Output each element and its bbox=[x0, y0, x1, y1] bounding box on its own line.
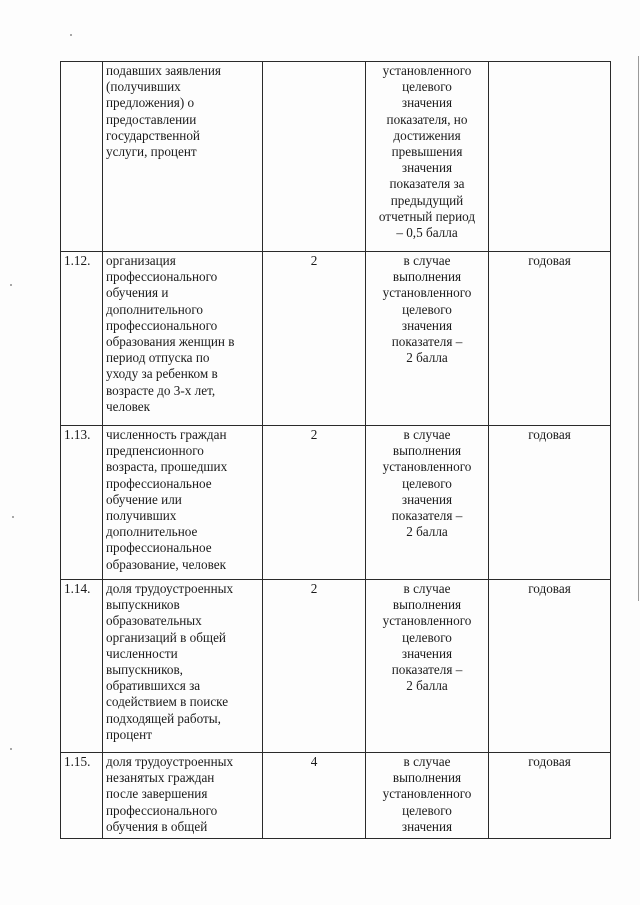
row-number: 1.13. bbox=[61, 426, 103, 580]
condition-line: в случае bbox=[403, 581, 451, 596]
indicator-line: процент bbox=[106, 726, 152, 742]
points-value: 2 bbox=[263, 252, 366, 426]
condition-line: 2 балла bbox=[406, 678, 448, 694]
indicator-line: получивших bbox=[106, 508, 177, 524]
condition-line: показателя – bbox=[391, 508, 463, 524]
indicator-line: незанятых граждан bbox=[106, 770, 215, 786]
row-number: 1.14. bbox=[61, 580, 103, 753]
row-number: 1.15. bbox=[61, 753, 103, 839]
table-row bbox=[61, 580, 611, 753]
indicator-line: организация bbox=[106, 253, 176, 268]
scan-speck bbox=[10, 284, 12, 286]
reporting-period: годовая bbox=[489, 426, 611, 580]
condition-line: выполнения bbox=[392, 443, 462, 459]
indicator-line: содействием в поиске bbox=[106, 694, 229, 710]
condition-line: целевого bbox=[402, 802, 452, 818]
condition-line: показателя – bbox=[391, 334, 463, 350]
condition-line: установленного bbox=[382, 459, 472, 475]
indicator-line: организаций в общей bbox=[106, 629, 226, 645]
indicator-line: профессионального bbox=[106, 269, 218, 285]
indicator-line: профессиональное bbox=[106, 540, 212, 556]
indicator-line: после завершения bbox=[106, 786, 208, 802]
reporting-period: годовая bbox=[489, 753, 611, 839]
condition-line: в случае bbox=[403, 253, 451, 268]
indicator-line: подавших заявления bbox=[106, 63, 221, 78]
table-row bbox=[61, 62, 611, 252]
indicator-line: доля трудоустроенных bbox=[106, 754, 234, 769]
indicator-line: обучение или bbox=[106, 491, 182, 507]
indicator-line: образовательных bbox=[106, 613, 202, 629]
scoring-condition bbox=[366, 580, 489, 753]
indicator-line: предпенсионного bbox=[106, 443, 204, 459]
indicator-line: подходящей работы, bbox=[106, 710, 221, 726]
reporting-period: годовая bbox=[489, 580, 611, 753]
indicator-line: профессиональное bbox=[106, 475, 212, 491]
condition-line: значения bbox=[401, 818, 453, 834]
indicator-line: профессионального bbox=[106, 802, 218, 818]
indicator-line: выпускников, bbox=[106, 662, 183, 678]
scoring-condition bbox=[366, 252, 489, 426]
indicator-line: обучения в общей bbox=[106, 818, 208, 834]
condition-line: 2 балла bbox=[406, 524, 448, 540]
scan-speck bbox=[10, 748, 12, 750]
condition-line: достижения bbox=[393, 127, 461, 143]
points-value: 2 bbox=[263, 426, 366, 580]
scoring-condition bbox=[366, 426, 489, 580]
indicator-name bbox=[103, 753, 263, 839]
indicator-line: обучения и bbox=[106, 285, 169, 301]
condition-line: значения bbox=[401, 317, 453, 333]
condition-line: – 0,5 балла bbox=[396, 225, 458, 241]
condition-line: целевого bbox=[402, 301, 452, 317]
indicator-name bbox=[103, 426, 263, 580]
table-row bbox=[61, 426, 611, 580]
condition-line: установленного bbox=[382, 63, 472, 78]
indicator-line: профессионального bbox=[106, 317, 218, 333]
condition-line: выполнения bbox=[392, 770, 462, 786]
indicator-line: дополнительное bbox=[106, 524, 198, 540]
scoring-condition bbox=[366, 753, 489, 839]
scan-edge-line bbox=[638, 56, 639, 601]
condition-line: показателя, но bbox=[386, 111, 468, 127]
indicator-line: возраста, прошедших bbox=[106, 459, 228, 475]
condition-line: превышения bbox=[391, 144, 463, 160]
condition-line: 2 балла bbox=[406, 350, 448, 366]
indicator-line: численность граждан bbox=[106, 427, 227, 442]
indicator-line: предложения) о bbox=[106, 95, 195, 111]
condition-line: установленного bbox=[382, 786, 472, 802]
condition-line: выполнения bbox=[392, 597, 462, 613]
condition-line: значения bbox=[401, 645, 453, 661]
indicator-line: выпускников bbox=[106, 597, 180, 613]
condition-line: в случае bbox=[403, 427, 451, 442]
condition-line: значения bbox=[401, 95, 453, 111]
indicators-table bbox=[60, 61, 611, 839]
condition-line: установленного bbox=[382, 285, 472, 301]
indicator-name bbox=[103, 580, 263, 753]
condition-line: показателя – bbox=[391, 662, 463, 678]
indicator-line: предоставлении bbox=[106, 111, 197, 127]
condition-line: целевого bbox=[402, 475, 452, 491]
indicator-line: дополнительного bbox=[106, 301, 204, 317]
indicator-name bbox=[103, 62, 263, 252]
reporting-period: годовая bbox=[489, 252, 611, 426]
table-row bbox=[61, 252, 611, 426]
row-number: 1.12. bbox=[61, 252, 103, 426]
condition-line: предыдущий bbox=[390, 192, 464, 208]
condition-line: целевого bbox=[402, 79, 452, 95]
indicator-line: человек bbox=[106, 398, 151, 414]
indicator-line: услуги, процент bbox=[106, 144, 197, 160]
points-value: 2 bbox=[263, 580, 366, 753]
indicator-line: обратившихся за bbox=[106, 678, 201, 694]
indicator-line: (получивших bbox=[106, 79, 181, 95]
row-number bbox=[61, 62, 103, 252]
indicator-line: уходу за ребенком в bbox=[106, 366, 218, 382]
condition-line: выполнения bbox=[392, 269, 462, 285]
indicator-line: возрасте до 3-х лет, bbox=[106, 382, 216, 398]
condition-line: установленного bbox=[382, 613, 472, 629]
indicator-line: численности bbox=[106, 645, 178, 661]
scan-speck bbox=[12, 516, 14, 518]
reporting-period bbox=[489, 62, 611, 252]
condition-line: целевого bbox=[402, 629, 452, 645]
indicator-line: образование, человек bbox=[106, 556, 227, 572]
indicator-name bbox=[103, 252, 263, 426]
condition-line: значения bbox=[401, 491, 453, 507]
condition-line: в случае bbox=[403, 754, 451, 769]
scan-speck bbox=[70, 34, 72, 36]
indicator-line: период отпуска по bbox=[106, 350, 210, 366]
scoring-condition bbox=[366, 62, 489, 252]
points-value: 4 bbox=[263, 753, 366, 839]
indicator-line: государственной bbox=[106, 127, 200, 143]
indicator-line: доля трудоустроенных bbox=[106, 581, 234, 596]
condition-line: значения bbox=[401, 160, 453, 176]
table-row bbox=[61, 753, 611, 839]
condition-line: показателя за bbox=[389, 176, 465, 192]
condition-line: отчетный период bbox=[378, 208, 476, 224]
points-value bbox=[263, 62, 366, 252]
indicator-line: образования женщин в bbox=[106, 334, 235, 350]
